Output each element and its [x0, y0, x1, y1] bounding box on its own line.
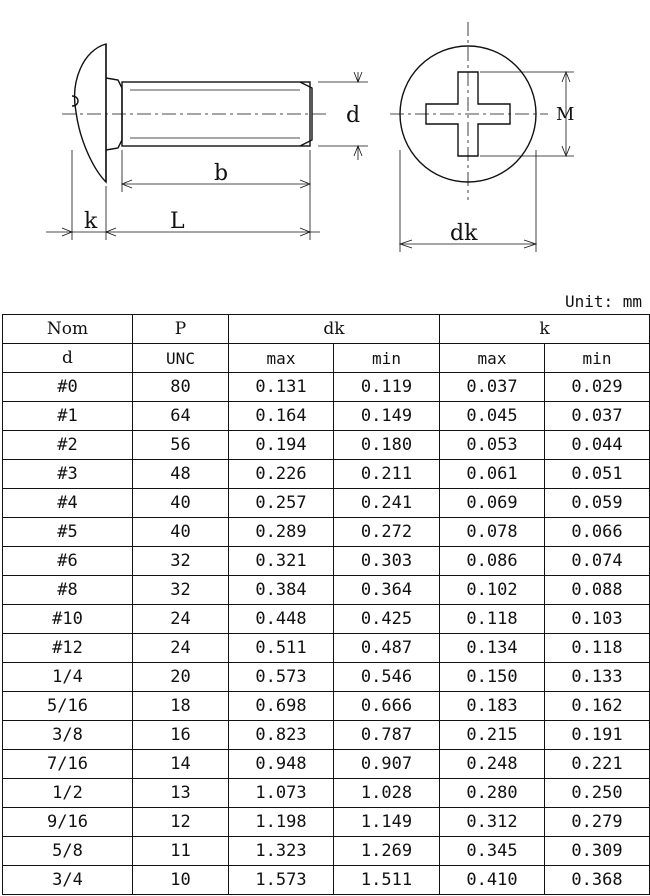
cell-k-min: 0.059 — [545, 489, 650, 518]
cell-d: #3 — [3, 460, 133, 489]
cell-dk-max: 0.698 — [229, 692, 334, 721]
cell-d: #1 — [3, 402, 133, 431]
cell-dk-min: 0.666 — [334, 692, 440, 721]
cell-dk-max: 0.131 — [229, 373, 334, 402]
cell-p: 32 — [133, 547, 229, 576]
cell-dk-min: 0.272 — [334, 518, 440, 547]
table-row — [3, 460, 650, 489]
cell-k-min: 0.250 — [545, 779, 650, 808]
cell-k-max: 0.118 — [440, 605, 545, 634]
cell-dk-min: 0.364 — [334, 576, 440, 605]
cell-k-max: 0.248 — [440, 750, 545, 779]
cell-k-min: 0.162 — [545, 692, 650, 721]
cell-dk-min: 0.907 — [334, 750, 440, 779]
screw-technical-drawing — [0, 0, 650, 290]
cell-dk-max: 0.448 — [229, 605, 334, 634]
table-row — [3, 489, 650, 518]
cell-k-min: 0.088 — [545, 576, 650, 605]
cell-dk-min: 0.546 — [334, 663, 440, 692]
cell-p: 13 — [133, 779, 229, 808]
cell-dk-min: 1.269 — [334, 837, 440, 866]
cell-d: 5/16 — [3, 692, 133, 721]
table-row — [3, 837, 650, 866]
cell-k-max: 0.134 — [440, 634, 545, 663]
cell-k-min: 0.029 — [545, 373, 650, 402]
cell-d: 7/16 — [3, 750, 133, 779]
screw-head-outline — [75, 44, 106, 182]
table-row — [3, 808, 650, 837]
table-row — [3, 518, 650, 547]
dimensions-table — [2, 314, 650, 895]
cell-dk-min: 0.787 — [334, 721, 440, 750]
cell-d: #6 — [3, 547, 133, 576]
cell-dk-min: 1.511 — [334, 866, 440, 895]
table-row — [3, 663, 650, 692]
header-k-min: min — [545, 344, 650, 373]
label-L: L — [170, 209, 185, 234]
cell-p: 64 — [133, 402, 229, 431]
table-row — [3, 576, 650, 605]
cell-k-max: 0.102 — [440, 576, 545, 605]
table-subheader-row — [3, 344, 650, 373]
cell-dk-max: 0.194 — [229, 431, 334, 460]
cell-p: 48 — [133, 460, 229, 489]
cell-dk-max: 0.289 — [229, 518, 334, 547]
cell-d: 5/8 — [3, 837, 133, 866]
cell-p: 56 — [133, 431, 229, 460]
cell-p: 18 — [133, 692, 229, 721]
label-M: M — [556, 104, 575, 125]
cell-dk-max: 0.257 — [229, 489, 334, 518]
cell-k-min: 0.066 — [545, 518, 650, 547]
cell-k-min: 0.037 — [545, 402, 650, 431]
cell-dk-min: 0.211 — [334, 460, 440, 489]
cell-dk-max: 0.573 — [229, 663, 334, 692]
cell-dk-max: 0.384 — [229, 576, 334, 605]
label-dk: dk — [450, 221, 478, 246]
cell-dk-max: 1.323 — [229, 837, 334, 866]
table-row — [3, 692, 650, 721]
unit-label: Unit: mm — [564, 292, 642, 311]
header-nom: Nom — [3, 315, 133, 344]
cell-k-min: 0.221 — [545, 750, 650, 779]
cell-dk-min: 0.241 — [334, 489, 440, 518]
cell-dk-max: 1.573 — [229, 866, 334, 895]
table-row — [3, 431, 650, 460]
label-b: b — [214, 161, 229, 186]
header-dk-max: max — [229, 344, 334, 373]
cell-k-max: 0.312 — [440, 808, 545, 837]
table-row — [3, 779, 650, 808]
cell-k-max: 0.037 — [440, 373, 545, 402]
cell-dk-min: 1.028 — [334, 779, 440, 808]
cell-k-max: 0.345 — [440, 837, 545, 866]
header-nom-sub: d — [3, 344, 133, 373]
cell-d: #0 — [3, 373, 133, 402]
label-k: k — [84, 209, 98, 234]
cell-d: #2 — [3, 431, 133, 460]
cell-k-min: 0.279 — [545, 808, 650, 837]
cell-k-max: 0.183 — [440, 692, 545, 721]
cell-dk-min: 0.425 — [334, 605, 440, 634]
cell-dk-min: 0.119 — [334, 373, 440, 402]
table-row — [3, 866, 650, 895]
cell-dk-max: 1.073 — [229, 779, 334, 808]
cell-dk-min: 0.180 — [334, 431, 440, 460]
table-row — [3, 402, 650, 431]
header-k-max: max — [440, 344, 545, 373]
header-p-sub: UNC — [133, 344, 229, 373]
cell-k-min: 0.051 — [545, 460, 650, 489]
header-p: P — [133, 315, 229, 344]
cell-p: 40 — [133, 518, 229, 547]
cell-d: 1/2 — [3, 779, 133, 808]
cell-p: 24 — [133, 634, 229, 663]
cell-dk-min: 1.149 — [334, 808, 440, 837]
cell-dk-max: 0.164 — [229, 402, 334, 431]
cell-p: 14 — [133, 750, 229, 779]
cell-k-min: 0.309 — [545, 837, 650, 866]
label-d: d — [346, 103, 361, 128]
cell-dk-max: 1.198 — [229, 808, 334, 837]
cell-k-min: 0.368 — [545, 866, 650, 895]
cell-k-min: 0.044 — [545, 431, 650, 460]
cell-k-max: 0.078 — [440, 518, 545, 547]
cell-k-max: 0.053 — [440, 431, 545, 460]
table-header-row — [3, 315, 650, 344]
table-row — [3, 750, 650, 779]
cell-dk-min: 0.303 — [334, 547, 440, 576]
cell-p: 16 — [133, 721, 229, 750]
cell-d: 3/8 — [3, 721, 133, 750]
cell-dk-min: 0.487 — [334, 634, 440, 663]
cell-k-max: 0.086 — [440, 547, 545, 576]
cell-p: 40 — [133, 489, 229, 518]
cell-dk-max: 0.948 — [229, 750, 334, 779]
cell-k-max: 0.069 — [440, 489, 545, 518]
table-row — [3, 634, 650, 663]
cell-p: 10 — [133, 866, 229, 895]
table-row — [3, 373, 650, 402]
cell-p: 24 — [133, 605, 229, 634]
header-dk: dk — [229, 315, 440, 344]
cell-k-min: 0.133 — [545, 663, 650, 692]
cell-p: 32 — [133, 576, 229, 605]
cell-d: #8 — [3, 576, 133, 605]
cell-p: 20 — [133, 663, 229, 692]
cell-d: 3/4 — [3, 866, 133, 895]
cell-p: 11 — [133, 837, 229, 866]
cell-k-max: 0.280 — [440, 779, 545, 808]
cell-d: #5 — [3, 518, 133, 547]
table-row — [3, 605, 650, 634]
cell-d: 9/16 — [3, 808, 133, 837]
table-row — [3, 721, 650, 750]
cell-k-min: 0.191 — [545, 721, 650, 750]
cell-k-min: 0.103 — [545, 605, 650, 634]
cell-d: #4 — [3, 489, 133, 518]
header-k: k — [440, 315, 650, 344]
cell-d: #12 — [3, 634, 133, 663]
cell-dk-max: 0.823 — [229, 721, 334, 750]
cell-p: 80 — [133, 373, 229, 402]
cell-k-max: 0.410 — [440, 866, 545, 895]
cell-dk-max: 0.226 — [229, 460, 334, 489]
cell-k-max: 0.061 — [440, 460, 545, 489]
cell-k-max: 0.215 — [440, 721, 545, 750]
cell-p: 12 — [133, 808, 229, 837]
cell-k-min: 0.118 — [545, 634, 650, 663]
table-row — [3, 547, 650, 576]
cell-d: 1/4 — [3, 663, 133, 692]
cell-d: #10 — [3, 605, 133, 634]
header-dk-min: min — [334, 344, 440, 373]
cell-dk-max: 0.321 — [229, 547, 334, 576]
cell-dk-min: 0.149 — [334, 402, 440, 431]
cell-k-min: 0.074 — [545, 547, 650, 576]
cell-dk-max: 0.511 — [229, 634, 334, 663]
cell-k-max: 0.150 — [440, 663, 545, 692]
cell-k-max: 0.045 — [440, 402, 545, 431]
